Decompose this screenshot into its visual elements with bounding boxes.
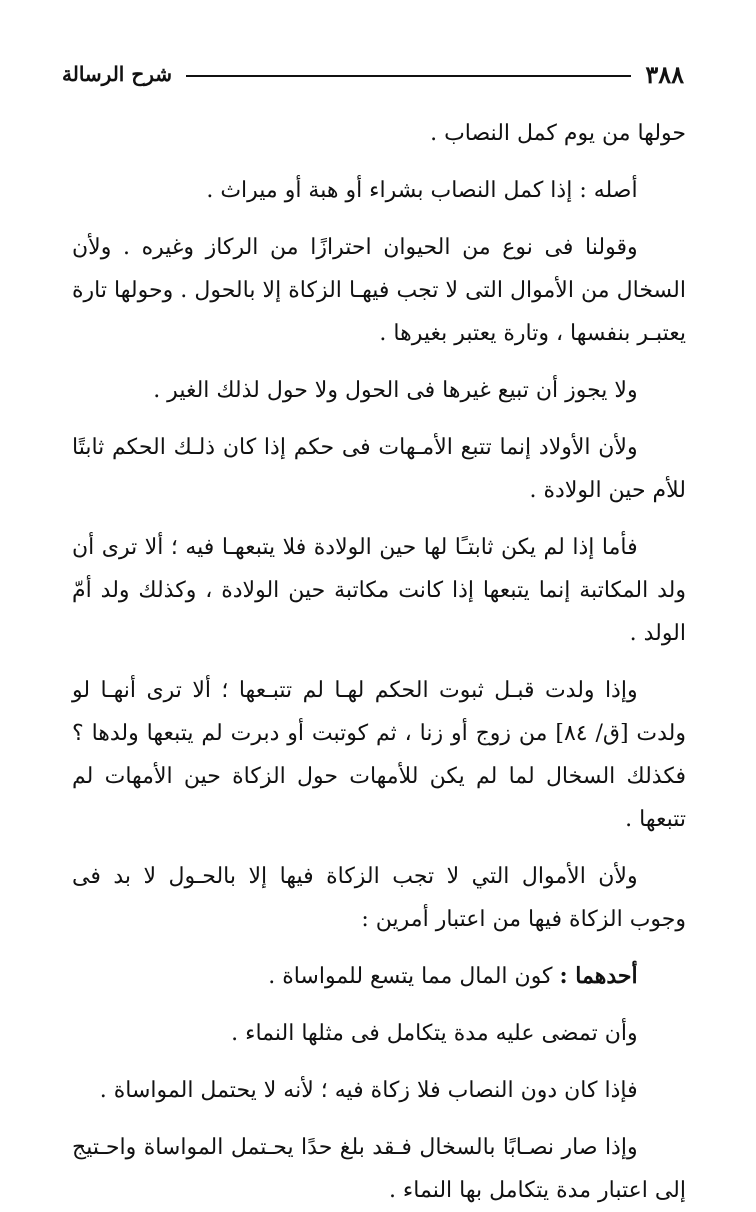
paragraph — [72, 955, 686, 998]
paragraph-lead: أحدهما : — [559, 963, 638, 989]
paragraph: ولا يجوز أن تبيع غيرها فى الحول ولا حول لذلك الغير . — [153, 378, 638, 403]
paragraph: أصله : إذا كمل النصاب بشراء أو هبة أو ميراث . — [206, 178, 638, 203]
paragraph: حولها من يوم كمل النصاب . — [430, 121, 686, 146]
header-rule — [186, 75, 631, 77]
paragraph: ولأن الأموال التي لا تجب الزكاة فيها إلا بالحـول لا بد فى وجوب الزكاة فيها من اعتبار أمرين : — [72, 864, 686, 932]
page-number: ٣٨٨ — [645, 59, 684, 89]
paragraph: فأما إذا لم يكن ثابتـًا لها حين الولادة فلا يتبعهـا فيه ؛ ألا ترى أن ولد المكاتبة إنما يتبعها إذا كانت مكاتبة حين الولادة ، وكذلك ولد أمّ الولد . — [72, 535, 686, 646]
paragraph-text: كون المال مما يتسع للمواساة . — [268, 964, 560, 989]
paragraph: وإذا صار نصـابًا بالسخال فـقد بلغ حدًا يحـتمل المواساة واحـتيج إلى اعتبار مدة يتكامل بها النماء . — [72, 1135, 686, 1203]
paragraph: فإذا كان دون النصاب فلا زكاة فيه ؛ لأنه لا يحتمل المواساة . — [99, 1078, 638, 1103]
paragraph: ولأن الأولاد إنما تتبع الأمـهات فى حكم إذا كان ذلـك الحكم ثابتًا للأم حين الولادة . — [72, 435, 686, 503]
page-body — [72, 112, 686, 1212]
running-title: شرح الرسالة — [62, 62, 173, 86]
paragraph: وأن تمضى عليه مدة يتكامل فى مثلها النماء . — [231, 1021, 638, 1046]
paragraph: وإذا ولدت قبـل ثبوت الحكم لهـا لم تتبـعها ؛ ألا ترى أنهـا لو ولدت [ق/ ٨٤] من زوج أو زنا ، ثم كوتبت أو دبرت لم يتبعها ولدها ؟ فكذلك السخال لما لم يكن للأمهات حول الزكاة حين الأمهات لم تتبعها . — [72, 678, 687, 832]
paragraph: وقولنا فى نوع من الحيوان احترازًا من الركاز وغيره . ولأن السخال من الأموال التى لا تجب فيهـا الزكاة إلا بالحول . وحولها تارة يعتبـر بنفسها ، وتارة يعتبر بغيرها . — [72, 235, 686, 346]
page-header — [62, 56, 684, 92]
